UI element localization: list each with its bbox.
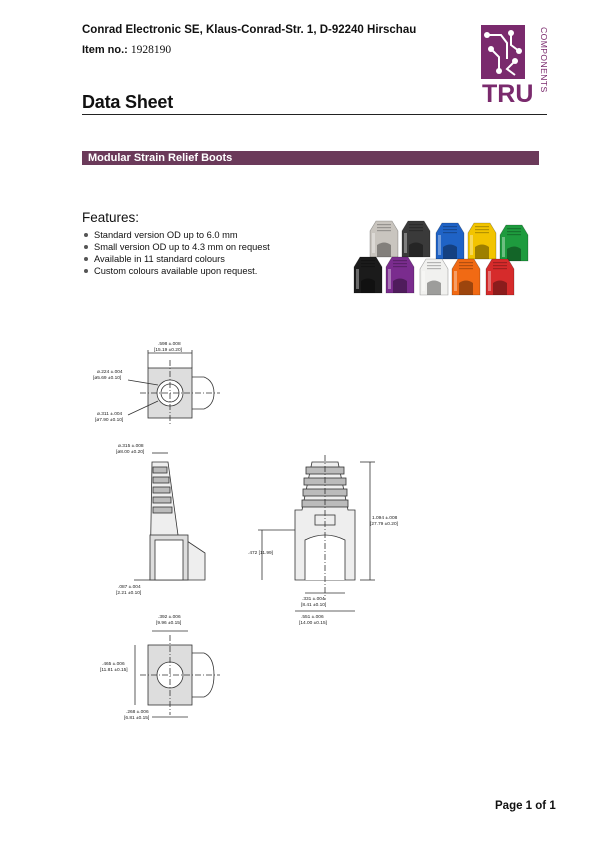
boot-3 [436, 223, 464, 259]
bottom-lower-dim-mm: [6.81 ±0.15] [124, 716, 150, 721]
top-outer-dim: ø.311 ±.004 [97, 412, 123, 417]
bottom-height-dim-mm: [11.81 ±0.15] [100, 668, 128, 673]
logo-sideword: COMPONENTS [539, 27, 549, 93]
item-number-label: Item no.: [82, 44, 128, 56]
boot-6 [354, 257, 382, 293]
bottom-height-dim: .465 ±.006 [102, 662, 125, 667]
front-mid-dim: .472 [11.99] [248, 551, 273, 556]
title-divider [82, 114, 547, 115]
top-width-dim-mm: [15.19 ±0.20] [154, 348, 182, 353]
company-address: Conrad Electronic SE, Klaus-Conrad-Str. 1, D-92240 Hirschau [82, 24, 417, 36]
boot-9 [452, 259, 480, 295]
front-height-dim: 1.094 ±.008 [372, 516, 398, 521]
feature-item: Custom colours available upon request. [82, 265, 270, 277]
top-inner-dim-mm: [ø5.69 ±0.10] [93, 376, 122, 381]
boot-10 [486, 259, 514, 295]
front-height-dim-mm: [27.79 ±0.20] [370, 522, 398, 527]
boot-7 [386, 257, 414, 293]
bottom-lower-dim: .268 ±.006 [126, 710, 149, 715]
feature-item: Available in 11 standard colours [82, 253, 270, 265]
boot-5 [500, 225, 528, 261]
front-base-dim-mm: [14.00 ±0.15] [299, 621, 327, 626]
boot-2 [402, 221, 430, 257]
technical-drawing [80, 335, 400, 725]
logo-wordmark: TRU [482, 80, 534, 108]
page-title: Data Sheet [82, 92, 174, 112]
features-list [82, 229, 270, 277]
front-slot-dim-mm: [8.41 ±0.10] [301, 603, 327, 608]
boot-8 [420, 259, 448, 295]
front-slot-dim: .331 ±.004 [302, 597, 325, 602]
feature-item: Standard version OD up to 6.0 mm [82, 229, 270, 241]
item-number-line [82, 44, 171, 56]
item-number: 1928190 [130, 44, 172, 56]
side-top-dim-mm: [ø8.00 ±0.20] [116, 450, 145, 455]
side-wall-dim: .087 ±.004 [118, 585, 141, 590]
side-top-dim: ø.315 ±.008 [118, 444, 144, 449]
feature-item: Small version OD up to 4.3 mm on request [82, 241, 270, 253]
features-title: Features: [82, 210, 140, 225]
boot-4 [468, 223, 496, 259]
front-base-dim: .551 ±.006 [301, 615, 324, 620]
boot-1 [370, 221, 398, 257]
section-band: Modular Strain Relief Boots [82, 151, 539, 165]
page-number: Page 1 of 1 [495, 800, 556, 812]
top-width-dim: .598 ±.008 [158, 342, 181, 347]
bottom-width-dim: .392 ±.006 [158, 615, 181, 620]
top-outer-dim-mm: [ø7.90 ±0.10] [95, 418, 124, 423]
product-photo [340, 213, 540, 305]
bottom-width-dim-mm: [9.96 ±0.15] [156, 621, 182, 626]
top-inner-dim: ø.224 ±.004 [97, 370, 123, 375]
side-wall-dim-mm: [2.21 ±0.10] [116, 591, 142, 596]
tru-components-logo [481, 25, 549, 108]
